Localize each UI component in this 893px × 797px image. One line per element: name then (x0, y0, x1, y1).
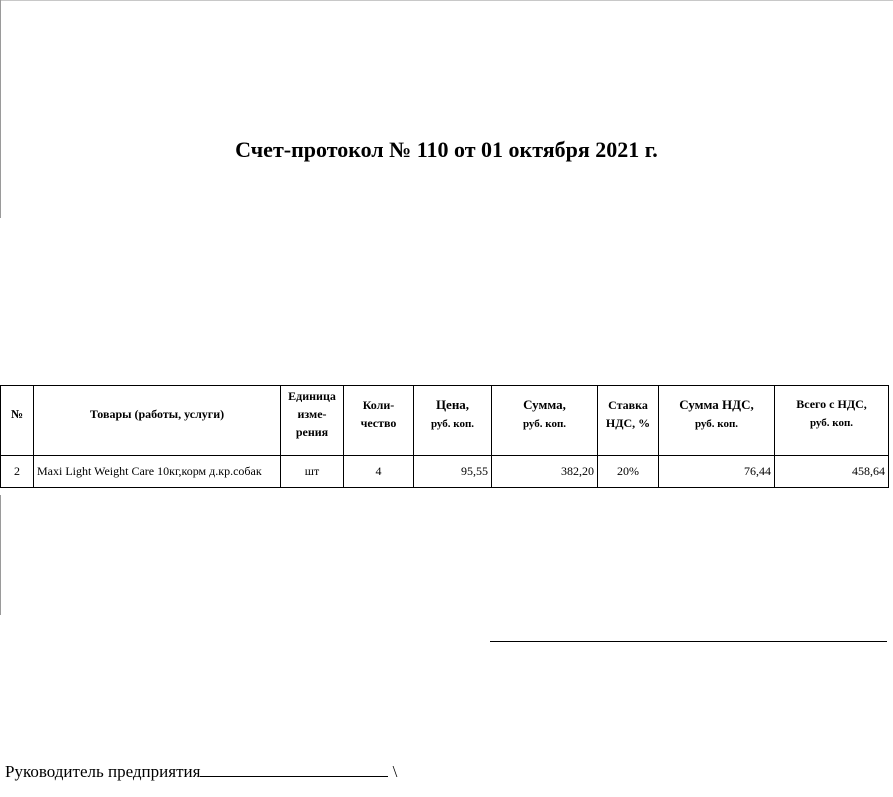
invoice-table (0, 385, 889, 488)
document-title: Счет-протокол № 110 от 01 октября 2021 г. (235, 137, 658, 162)
cell-num: 2 (1, 456, 34, 488)
col-header-qty: Коли- чество (344, 386, 414, 442)
col-header-total: Всего с НДС, руб. коп. (775, 386, 889, 442)
col-header-price: Цена, руб. коп. (414, 386, 492, 442)
table-header-row (1, 386, 889, 442)
signature-line (490, 641, 887, 642)
table-gap-row (1, 441, 889, 456)
col-header-num: № (1, 386, 34, 442)
cell-qty: 4 (344, 456, 414, 488)
col-header-vat-sum: Сумма НДС, руб. коп. (659, 386, 775, 442)
cell-sum: 382,20 (492, 456, 598, 488)
cell-price: 95,55 (414, 456, 492, 488)
col-header-unit: Единица изме- рения (281, 386, 344, 442)
cell-total: 458,64 (775, 456, 889, 488)
director-signature (5, 760, 397, 782)
director-tail: \ (392, 762, 398, 781)
director-label: Руководитель предприятия (5, 762, 201, 781)
top-border (0, 0, 893, 1)
cell-vat-sum: 76,44 (659, 456, 775, 488)
col-header-goods: Товары (работы, услуги) (34, 386, 281, 442)
cell-unit: шт (281, 456, 344, 488)
col-header-sum: Сумма, руб. коп. (492, 386, 598, 442)
director-signature-blank (200, 760, 388, 777)
cell-vat-rate: 20% (598, 456, 659, 488)
col-header-vat-rate: Ставка НДС, % (598, 386, 659, 442)
cell-name: Maxi Light Weight Care 10кг,корм д.кр.собак (34, 456, 281, 488)
left-border-top (0, 0, 1, 218)
left-border-bottom (0, 495, 1, 615)
table-row (1, 456, 889, 488)
